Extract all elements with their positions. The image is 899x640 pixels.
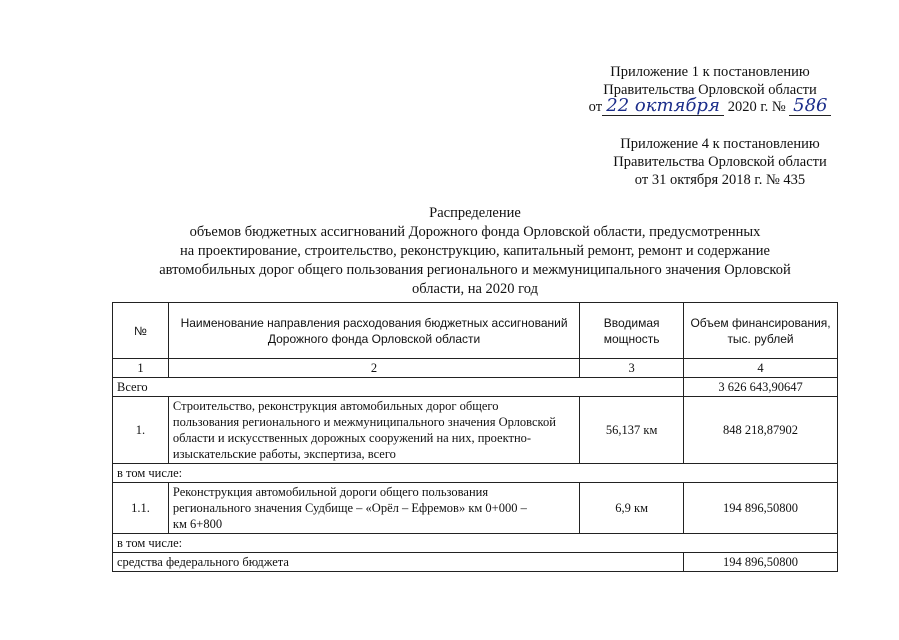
- header-capacity: Вводимая мощность: [580, 303, 684, 359]
- federal-row: [113, 553, 838, 572]
- distribution-table: [112, 302, 838, 572]
- title-line1: Распределение: [429, 205, 521, 221]
- appendix-4-line3: от 31 октября 2018 г. № 435: [634, 172, 806, 188]
- appendix-4-line1: Приложение 4 к постановлению: [620, 136, 820, 152]
- total-value: 3 626 643,90647: [684, 378, 838, 397]
- table-header-row: [113, 303, 838, 359]
- including-label-2: в том числе:: [113, 534, 838, 553]
- table-row: [113, 397, 838, 464]
- total-row: [113, 378, 838, 397]
- row1-name: Строительство, реконструкция автомобильных дорог общего пользования регионального и межмуниципального значения Орловской области и искусственных дорожных сооружений на них, проектно- изыскательские работы, экспертиза, всего: [168, 397, 579, 464]
- federal-value: 194 896,50800: [684, 553, 838, 572]
- appendix-1-year: 2020 г. №: [727, 99, 786, 115]
- appendix-1-line2: Правительства Орловской области: [603, 82, 817, 98]
- appendix-1-block: [560, 63, 860, 116]
- document-title: [140, 204, 810, 299]
- row11-num: 1.1.: [113, 483, 169, 534]
- col-number-1: 1: [113, 359, 169, 378]
- column-numbers-row: [113, 359, 838, 378]
- title-line3: на проектирование, строительство, реконструкцию, капитальный ремонт, ремонт и содержание: [180, 243, 770, 259]
- handwritten-date: 22 октября: [606, 95, 720, 116]
- handwritten-number: 586: [793, 95, 828, 116]
- title-line5: области, на 2020 год: [412, 281, 538, 297]
- including-label-1: в том числе:: [113, 464, 838, 483]
- row11-value: 194 896,50800: [684, 483, 838, 534]
- row1-capacity: 56,137 км: [580, 397, 684, 464]
- appendix-1-prefix: от: [588, 99, 603, 115]
- col-number-4: 4: [684, 359, 838, 378]
- row11-capacity: 6,9 км: [580, 483, 684, 534]
- row1-value: 848 218,87902: [684, 397, 838, 464]
- col-number-3: 3: [580, 359, 684, 378]
- title-line2: объемов бюджетных ассигнований Дорожного фонда Орловской области, предусмотренных: [189, 224, 761, 240]
- title-line4: автомобильных дорог общего пользования регионального и межмуниципального значения Орловской: [159, 262, 791, 278]
- header-name: Наименование направления расходования бюджетных ассигнований Дорожного фонда Орловской области: [168, 303, 579, 359]
- header-num: №: [113, 303, 169, 359]
- header-volume: Объем финансирования, тыс. рублей: [684, 303, 838, 359]
- col-number-2: 2: [168, 359, 579, 378]
- row1-num: 1.: [113, 397, 169, 464]
- row11-name: Реконструкция автомобильной дороги общего пользования регионального значения Судбище – «Орёл – Ефремов» км 0+000 – км 6+800: [168, 483, 579, 534]
- federal-label: средства федерального бюджета: [113, 553, 684, 572]
- appendix-4-block: [580, 135, 860, 189]
- total-label: Всего: [113, 378, 684, 397]
- appendix-4-line2: Правительства Орловской области: [613, 154, 827, 170]
- including-row: [113, 534, 838, 553]
- including-row: [113, 464, 838, 483]
- appendix-1-line1: Приложение 1 к постановлению: [610, 64, 810, 80]
- appendix-1-date-line: [560, 95, 860, 116]
- table-row: [113, 483, 838, 534]
